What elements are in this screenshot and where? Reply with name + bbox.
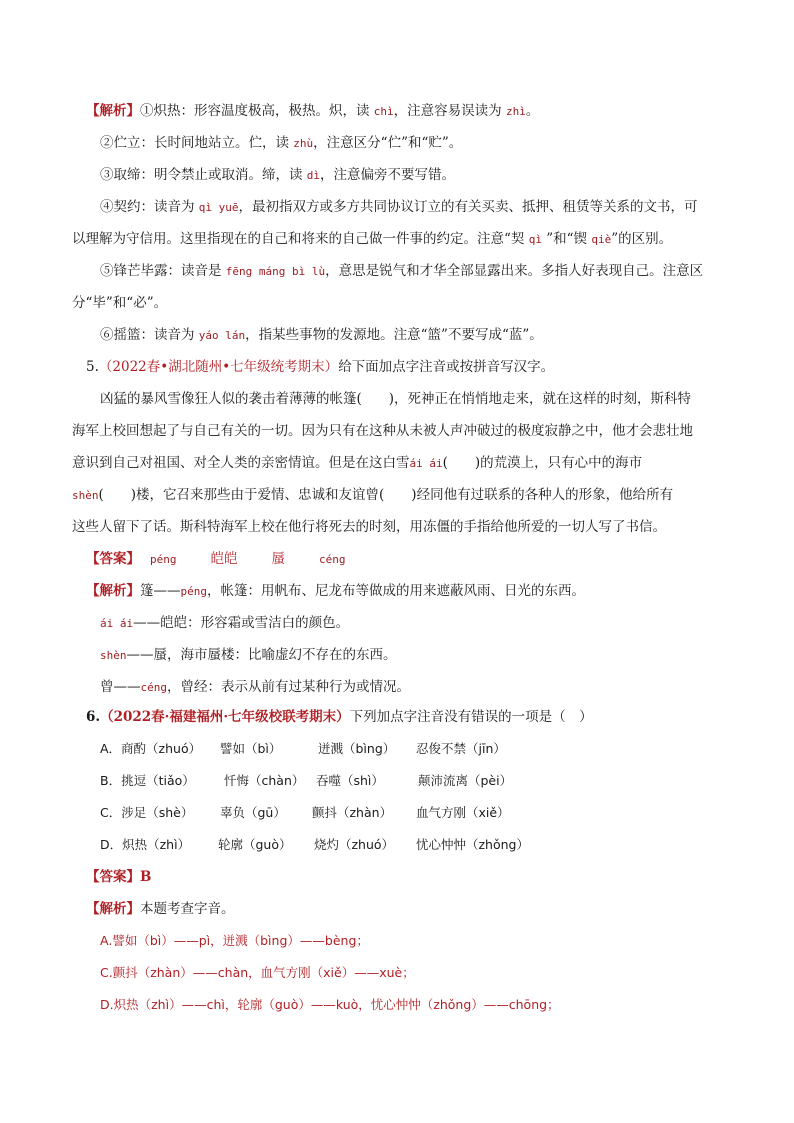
q6-explain-d	[0, 995, 794, 1015]
q5-passage-line-2	[0, 421, 794, 441]
explain-text: ，曾经：表示从前有过某种行为或情况。	[167, 679, 410, 695]
answer-item: péng	[150, 553, 177, 566]
explain-text: 本题考查字音。	[140, 901, 235, 917]
explain-text: 分“毕”和“必”。	[72, 295, 168, 311]
pinyin: chì	[373, 105, 394, 118]
explain-text: ——皑皑：形容霜或雪洁白的颜色。	[133, 615, 350, 631]
option-word: 血气方刚（xiě）	[416, 805, 510, 820]
option-word: 吞噬（shì）	[316, 773, 384, 788]
option-word: 颤抖（zhàn）	[312, 805, 393, 820]
pinyin: shèn	[72, 489, 99, 502]
option-word: 迸溅（bìng）	[318, 741, 396, 756]
q6-option-a	[0, 739, 794, 759]
explain-text: ，最初指双方或多方共同协议订立的有关买卖、抵押、租赁等关系的文书，可	[238, 199, 698, 215]
pinyin: dì	[306, 169, 321, 182]
answer-value: B	[140, 869, 152, 885]
pinyin: qiè	[591, 233, 612, 246]
q5-passage-line-3	[0, 453, 794, 474]
question-source: （2022春·福建福州·七年级校联考期末）	[100, 709, 350, 725]
option-word: 譬如（bì）	[220, 741, 282, 756]
explain-text: ⑥摇篮：读音为	[100, 327, 199, 343]
pinyin: qì yuē	[198, 201, 239, 214]
explain-text: 篷——	[140, 583, 181, 599]
option-word: 辜负（gū）	[220, 805, 286, 820]
explain-text: ”的区别。	[611, 231, 673, 247]
passage-text: 意识到自己对祖国、对全人类的亲密情谊。但是在这白雪	[72, 455, 410, 471]
question-prompt: 给下面加点字注音或按拼音写汉字。	[338, 359, 555, 375]
pinyin: céng	[140, 681, 167, 694]
explain-line-8	[0, 325, 794, 346]
explain-text: ，帐篷：用帆布、尼龙布等做成的用来遮蔽风雨、日光的东西。	[207, 583, 585, 599]
passage-text: ( )楼，它召来那些由于爱情、忠诚和友谊曾( )经同他有过联系的各种人的形象，他给所有	[98, 487, 674, 503]
q5-answer	[0, 549, 794, 570]
answer-item: céng	[319, 553, 346, 566]
pinyin: qì	[528, 233, 542, 246]
explain-text: 譬如（bì）——pì，迸溅（bìng）——bèng；	[112, 933, 369, 948]
passage-text: ( )的荒漠上，只有心中的海市	[442, 455, 643, 471]
explain-line-1	[0, 101, 794, 122]
option-word: C．涉足（shè）	[100, 805, 194, 820]
explain-text: ①炽热：形容温度极高，极热。炽，读	[140, 103, 374, 119]
explain-text: 曾——	[100, 679, 141, 695]
explain-text: 以理解为守信用。这里指现在的自己和将来的自己做一件事的约定。注意“契	[72, 231, 529, 247]
question-number: 6.	[86, 709, 101, 725]
q5-explain-4	[0, 677, 794, 698]
explain-text: ，意思是锐气和才华全部显露出来。多指人好表现自己。注意区	[325, 263, 704, 279]
q6-option-b	[0, 771, 794, 791]
q5-explain-1	[0, 581, 794, 602]
q6-answer	[0, 867, 794, 887]
q6-explain-a	[0, 931, 794, 951]
explain-tag: 【解析】	[86, 583, 140, 599]
pinyin: péng	[180, 585, 207, 598]
option-word: B．挑逗（tiǎo）	[100, 773, 195, 788]
question-6-header	[0, 707, 794, 727]
q6-explain-c	[0, 963, 794, 983]
pinyin: shèn	[100, 649, 127, 662]
explain-text: 炽热（zhì）——chì，轮廓（guò）——kuò，忧心忡忡（zhǒng）——chōng；	[113, 997, 560, 1012]
passage-text: 凶猛的暴风雪像狂人似的袭击着薄薄的帐篷( )，死神正在悄悄地走来，就在这样的时刻，斯科特	[100, 391, 692, 407]
option-label: D.	[100, 997, 114, 1012]
question-5-header	[0, 357, 794, 377]
option-word: 轮廓（guò）	[218, 837, 292, 852]
explain-line-4	[0, 197, 794, 218]
option-word: 忏悔（chàn）	[224, 773, 305, 788]
answer-item: 皑皑	[210, 551, 238, 567]
q6-option-d	[0, 835, 794, 855]
passage-text: 这些人留下了话。斯科特海军上校在他行将死去的时刻，用冻僵的手指给他所爱的一切人写了书信。	[72, 519, 666, 535]
explain-text: ，注意偏旁不要写错。	[320, 167, 456, 183]
explain-line-6	[0, 261, 794, 282]
option-word: 忧心忡忡（zhǒng）	[416, 837, 529, 852]
pinyin: fēng máng bì lù	[225, 265, 326, 278]
explain-text: ④契约：读音为	[100, 199, 199, 215]
pinyin: yáo lán	[198, 329, 246, 342]
pinyin: ái ái	[409, 457, 443, 470]
q6-option-c	[0, 803, 794, 823]
explain-line-5	[0, 229, 794, 250]
q6-explain-intro	[0, 899, 794, 919]
explain-tag: 【解析】	[86, 103, 140, 119]
explain-line-2	[0, 133, 794, 154]
explain-tag: 【解析】	[86, 901, 140, 917]
question-number: 5.	[86, 359, 99, 375]
explain-text: ——蜃，海市蜃楼：比喻虚幻不存在的东西。	[126, 647, 397, 663]
pinyin: zhì	[505, 105, 526, 118]
option-label: C.	[100, 965, 113, 980]
question-source: （2022春•湖北随州•七年级统考期末）	[98, 359, 339, 375]
answer-tag: 【答案】	[86, 869, 140, 885]
option-word: A．商酌（zhuó）	[100, 741, 202, 756]
q5-explain-2	[0, 613, 794, 634]
explain-text: ③取缔：明令禁止或取消。缔，读	[100, 167, 307, 183]
q5-passage-line-4	[0, 485, 794, 506]
pinyin: ái ái	[100, 617, 134, 630]
explain-text: ”和“锲	[541, 231, 592, 247]
option-word: 烧灼（zhuó）	[314, 837, 395, 852]
explain-text: 颤抖（zhàn）——chàn，血气方刚（xiě）——xuè；	[112, 965, 415, 980]
answer-item: 蜃	[271, 551, 285, 567]
explain-text: ，注意区分“伫”和“贮”。	[313, 135, 463, 151]
explain-text: ，指某些事物的发源地。注意“篮”不要写成“蓝”。	[245, 327, 543, 343]
explain-text: ⑤锋芒毕露：读音是	[100, 263, 226, 279]
explain-text: ，注意容易误读为	[393, 103, 506, 119]
explain-text: ②伫立：长时间地站立。伫，读	[100, 135, 294, 151]
explain-line-7	[0, 293, 794, 313]
explain-line-3	[0, 165, 794, 186]
option-word: 忍俊不禁（jīn）	[416, 741, 506, 756]
option-word: D．炽热（zhì）	[100, 837, 191, 852]
passage-text: 海军上校回想起了与自己有关的一切。因为只有在这种从未被人声冲破过的极度寂静之中，他才会悲壮地	[72, 423, 693, 439]
option-label: A.	[100, 933, 113, 948]
question-prompt: 下列加点字注音没有错误的一项是（ ）	[349, 709, 593, 725]
option-word: 颠沛流离（pèi）	[418, 773, 513, 788]
pinyin: zhù	[293, 137, 314, 150]
answer-tag: 【答案】	[86, 551, 140, 567]
q5-explain-3	[0, 645, 794, 666]
q5-passage-line-1	[0, 389, 794, 409]
explain-text: 。	[525, 103, 540, 119]
q5-passage-line-5	[0, 517, 794, 537]
